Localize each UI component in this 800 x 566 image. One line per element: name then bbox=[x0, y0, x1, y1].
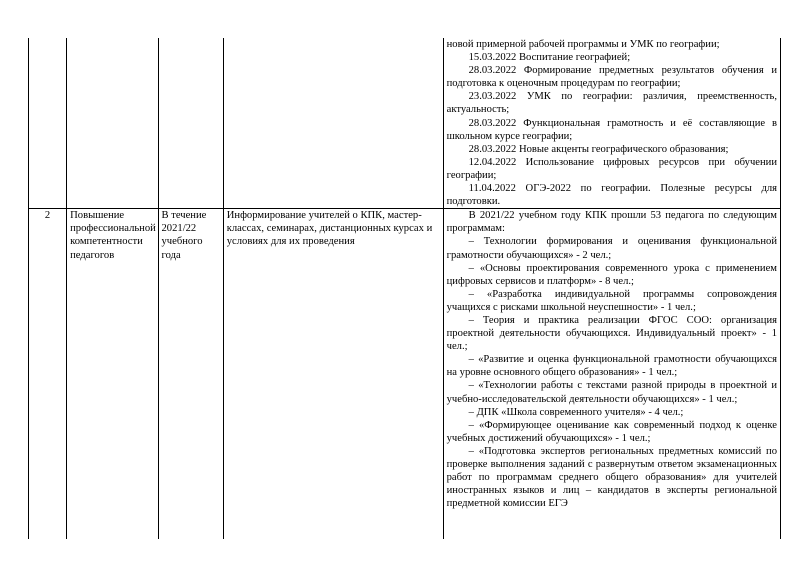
results-line: – Технологии формирования и оценивания функциональной грамотности обучающихся» - 2 чел.; bbox=[446, 236, 777, 261]
plan-table bbox=[28, 38, 781, 539]
table-row bbox=[29, 209, 781, 540]
cell-number: 2 bbox=[29, 209, 67, 540]
results-line: новой примерной рабочей программы и УМК по географии; bbox=[446, 39, 720, 50]
cell-results bbox=[443, 209, 780, 540]
cell-activity bbox=[223, 38, 443, 209]
results-line: – ДПК «Школа современного учителя» - 4 чел.; bbox=[468, 406, 684, 418]
results-line: – «Разработка индивидуальной программы сопровождения учащихся с рисками школьной неуспешности» - 1 чел.; bbox=[446, 288, 777, 313]
cell-period: В течение 2021/22 учебного года bbox=[158, 209, 223, 540]
cell-direction: Повышение профессиональной компетентности педагогов bbox=[67, 209, 158, 540]
results-line: 23.03.2022 УМК по географии: различия, преемственность, актуальность; bbox=[446, 91, 777, 116]
cell-activity: Информирование учителей о КПК, мастер-классах, семинарах, дистанционных курсах и условиях для их проведения bbox=[223, 209, 443, 540]
results-line: – «Развитие и оценка функциональной грамотности обучающихся на уровне основного общего образования» - 1 чел.; bbox=[446, 354, 777, 379]
cell-results bbox=[443, 38, 780, 209]
results-line: – Теория и практика реализации ФГОС СОО: организация проектной деятельности обучающихся. Индивидуальный проект» - 1 чел.; bbox=[446, 314, 777, 353]
results-line: 15.03.2022 Воспитание географией; bbox=[468, 52, 631, 64]
results-line: – «Основы проектирования современного урока с применением цифровых сервисов и платформ» - 8 чел.; bbox=[446, 262, 777, 287]
cell-direction bbox=[67, 38, 158, 209]
results-line: – «Технологии работы с текстами разной природы в проектной и учебно-исследовательской деятельности обучающихся» - 1 чел.; bbox=[446, 380, 777, 405]
cell-period bbox=[158, 38, 223, 209]
results-line: В 2021/22 учебном году КПК прошли 53 педагога по следующим программам: bbox=[446, 210, 777, 235]
table-row bbox=[29, 38, 781, 209]
results-line: 28.03.2022 Формирование предметных результатов обучения и подготовка к оценочным процедурам по географии; bbox=[446, 65, 777, 90]
results-line: 28.03.2022 Новые акценты географического образования; bbox=[468, 143, 729, 155]
results-line: – «Подготовка экспертов региональных предметных комиссий по проверке выполнения заданий с развернутым ответом экзаменационных работ по программам среднего общего образования» для учителей иностранных языков и лиц – кандидатов в эксперты региональной предметной комиссии ЕГЭ bbox=[446, 445, 777, 510]
results-line: 12.04.2022 Использование цифровых ресурсов при обучении географии; bbox=[446, 156, 777, 181]
results-line: 28.03.2022 Функциональная грамотность и её составляющие в школьном курсе географии; bbox=[446, 117, 777, 142]
results-line: 11.04.2022 ОГЭ-2022 по географии. Полезные ресурсы для подготовки. bbox=[446, 183, 777, 208]
results-line: – «Формирующее оценивание как современный подход к оценке учебных достижений обучающихся» - 1 чел.; bbox=[446, 419, 777, 444]
cell-number bbox=[29, 38, 67, 209]
